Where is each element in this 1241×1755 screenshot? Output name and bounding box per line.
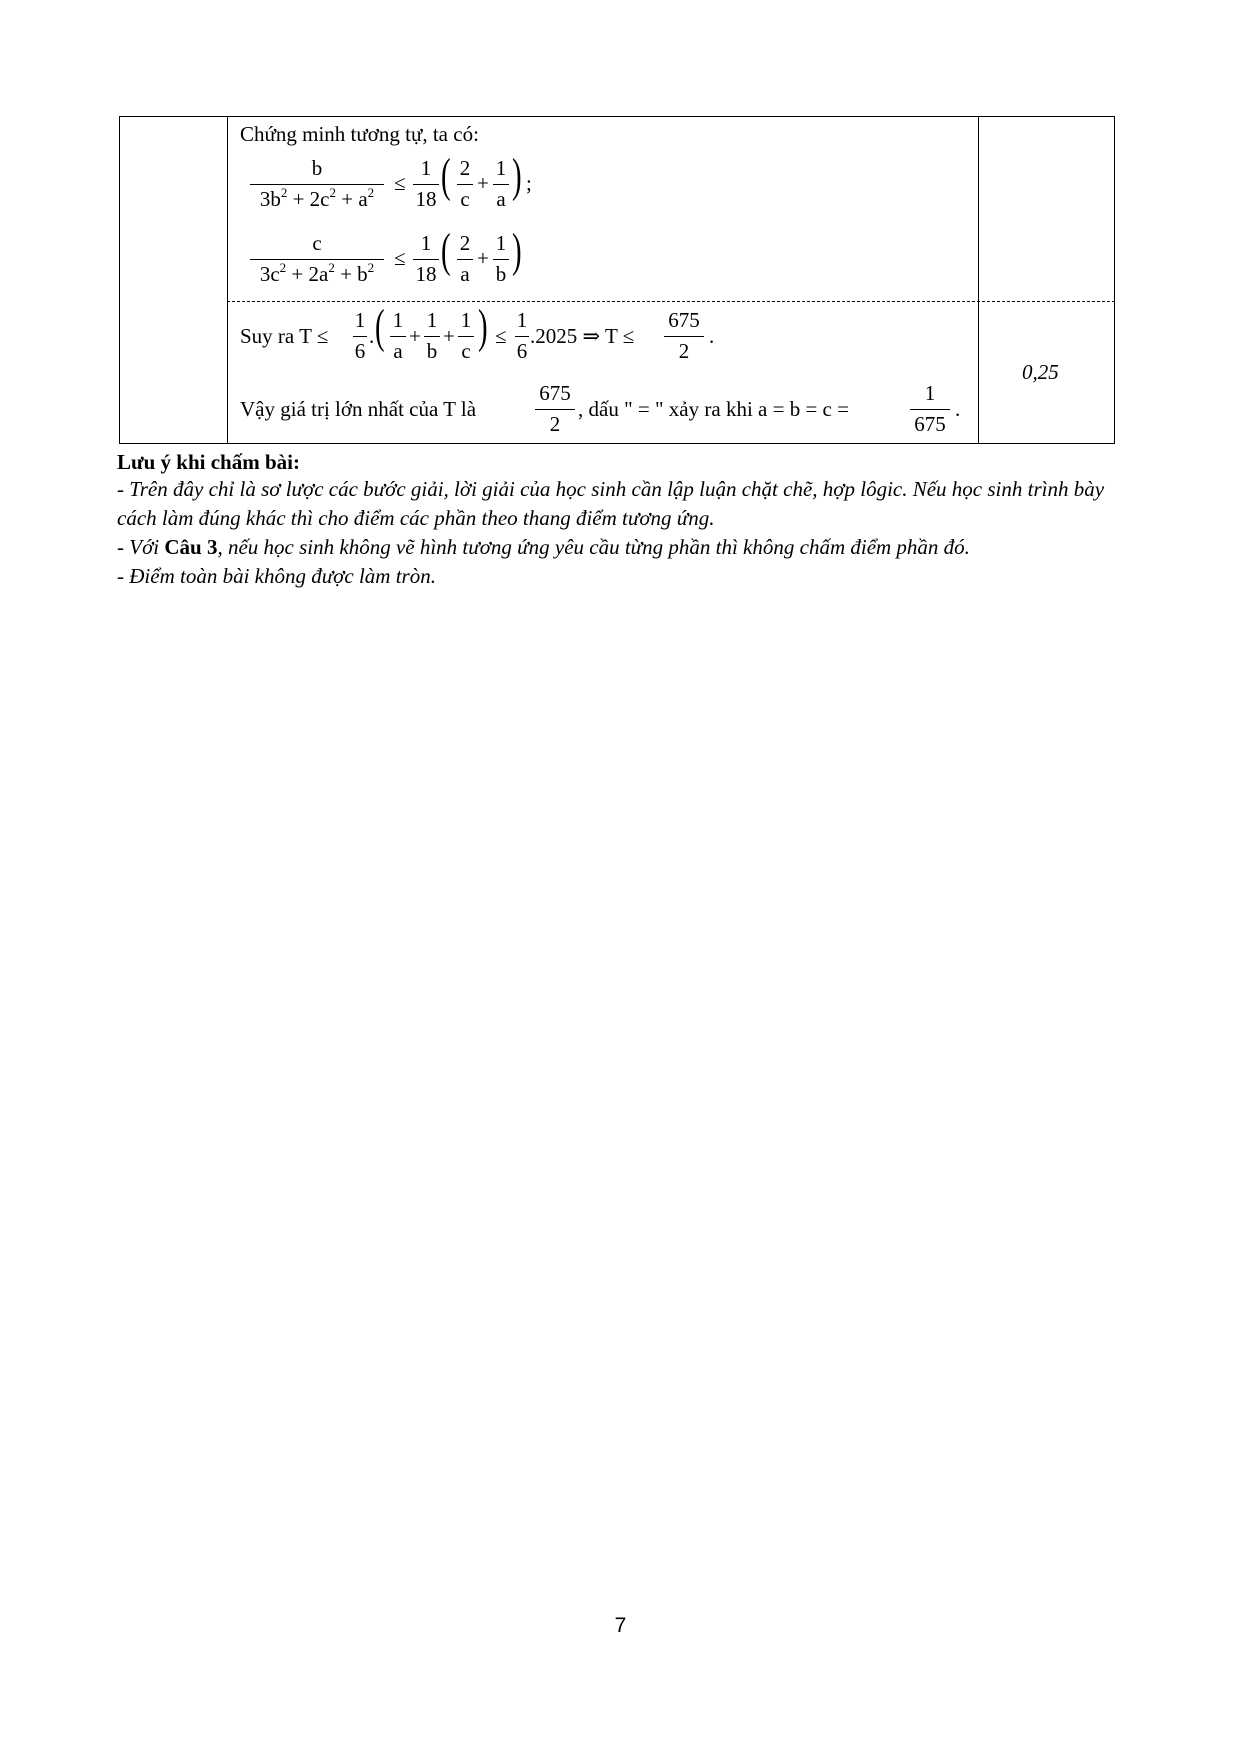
fraction-c-lhs: c $3c^2 + 2a^2 + b^2$ [250, 233, 384, 285]
le-sign: ≤ [394, 171, 406, 195]
fraction-b-lhs: b $3b^2 + 2c^2 + a^2$ [250, 158, 384, 210]
right-paren: ) [512, 224, 522, 277]
fraction-2-a: 2 a [457, 233, 473, 285]
column-divider [978, 117, 979, 443]
note-3: - Điểm toàn bài không được làm tròn. [117, 564, 436, 588]
notes-title: Lưu ý khi chấm bài: [117, 450, 300, 474]
fraction-1-675: 1 675 [910, 383, 950, 435]
fraction-2-c: 2 c [457, 158, 473, 210]
table-top-dash [227, 116, 1115, 117]
fraction-1-6: 1 6 [354, 308, 366, 363]
right-paren: ) [478, 300, 488, 353]
plus-sign: + [477, 171, 489, 195]
fraction-coef: 1 18 [413, 158, 439, 210]
page-number: 7 [614, 1614, 627, 1637]
right-paren: ) [512, 149, 522, 202]
note-2: - Với Câu 3, nếu học sinh không vẽ hình tương ứng yêu cầu từng phần thì không chấm điểm phần đó. [117, 535, 970, 559]
fraction-1-a: 1 a [493, 158, 509, 210]
fraction-1-b: 1 b [424, 310, 440, 362]
left-paren: ( [375, 300, 385, 353]
plus-sign: + [477, 246, 489, 270]
le-sign: ≤ [394, 246, 406, 270]
row-divider [227, 301, 1115, 302]
fraction-1-a: 1 a [390, 310, 406, 362]
semicolon: ; [526, 171, 532, 195]
fraction-1-6: 1 6 [516, 308, 528, 363]
fraction-675-2: 675 2 [535, 383, 575, 435]
column-divider [227, 117, 228, 443]
score-value: 0,25 [1022, 360, 1059, 384]
row1-intro: Chứng minh tương tự, ta có: [240, 122, 479, 146]
left-paren: ( [441, 224, 451, 277]
fraction-1-c: 1 c [458, 310, 474, 362]
fraction-1-b: 1 b [493, 233, 509, 285]
left-paren: ( [441, 149, 451, 202]
fraction-675-2: 675 2 [664, 310, 704, 362]
fraction-coef: 1 18 [413, 233, 439, 285]
note-1: - Trên đây chỉ là sơ lược các bước giải, lời giải của học sinh cần lập luận chặt chẽ, hợp lôgic. Nếu học sinh trình bày cách làm đúng khác thì cho điểm các phần theo thang điểm tương ứng. [117, 477, 1105, 530]
